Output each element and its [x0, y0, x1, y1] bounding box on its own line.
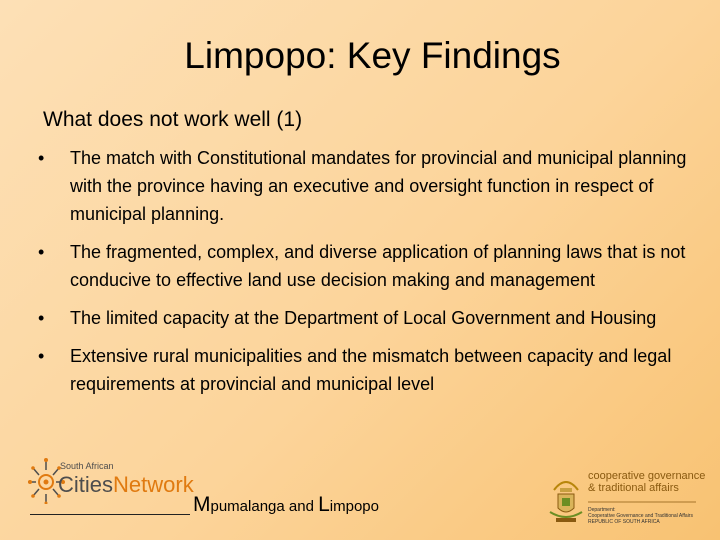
caption-initial-l: L	[318, 493, 330, 516]
dept-small-line-1: Department:	[588, 507, 616, 513]
bullet-dot: •	[38, 346, 45, 366]
caption-initial-m: M	[193, 493, 211, 516]
bullet-dot: •	[38, 242, 45, 262]
bullet-item	[35, 238, 695, 294]
bullet-text: Extensive rural municipalities and the mismatch between capacity and legal requirements at provincial and municipal level	[70, 346, 672, 394]
caption-text-2: impopo	[329, 498, 379, 515]
bullet-item	[35, 144, 695, 228]
bullet-text: The fragmented, complex, and diverse application of planning laws that is not conducive to effective land use decision making and management	[70, 242, 686, 290]
logo-wordmark	[58, 472, 195, 497]
footer-rule	[30, 514, 190, 515]
slide-subheading: What does not work well (1)	[43, 108, 303, 131]
bullet-dot: •	[38, 308, 45, 328]
logo-word-cities: Cities	[58, 472, 114, 497]
bullet-text: The limited capacity at the Department of Local Government and Housing	[70, 308, 657, 328]
bullet-list	[35, 144, 695, 408]
bullet-text: The match with Constitutional mandates for provincial and municipal planning with the province having an executive and oversight function in respect of municipal planning.	[70, 148, 687, 224]
dept-small-line-3: REPUBLIC OF SOUTH AFRICA	[588, 519, 660, 525]
footer-caption	[193, 492, 379, 520]
logo-line-south-african: South African	[60, 461, 114, 471]
dept-line-1: cooperative governance	[588, 470, 706, 482]
dept-title	[588, 470, 705, 494]
dept-small-line-2: Cooperative Governance and Traditional Affairs	[588, 513, 693, 519]
bullet-dot: •	[38, 148, 45, 168]
caption-text-1: pumalanga and	[210, 498, 319, 515]
bullet-item	[35, 342, 695, 398]
bullet-item	[35, 304, 695, 332]
dept-line-2: & traditional affairs	[588, 482, 679, 494]
dept-small-print	[588, 507, 698, 525]
logo-word-network: Network	[113, 472, 194, 497]
slide-title: Limpopo: Key Findings	[184, 35, 561, 76]
